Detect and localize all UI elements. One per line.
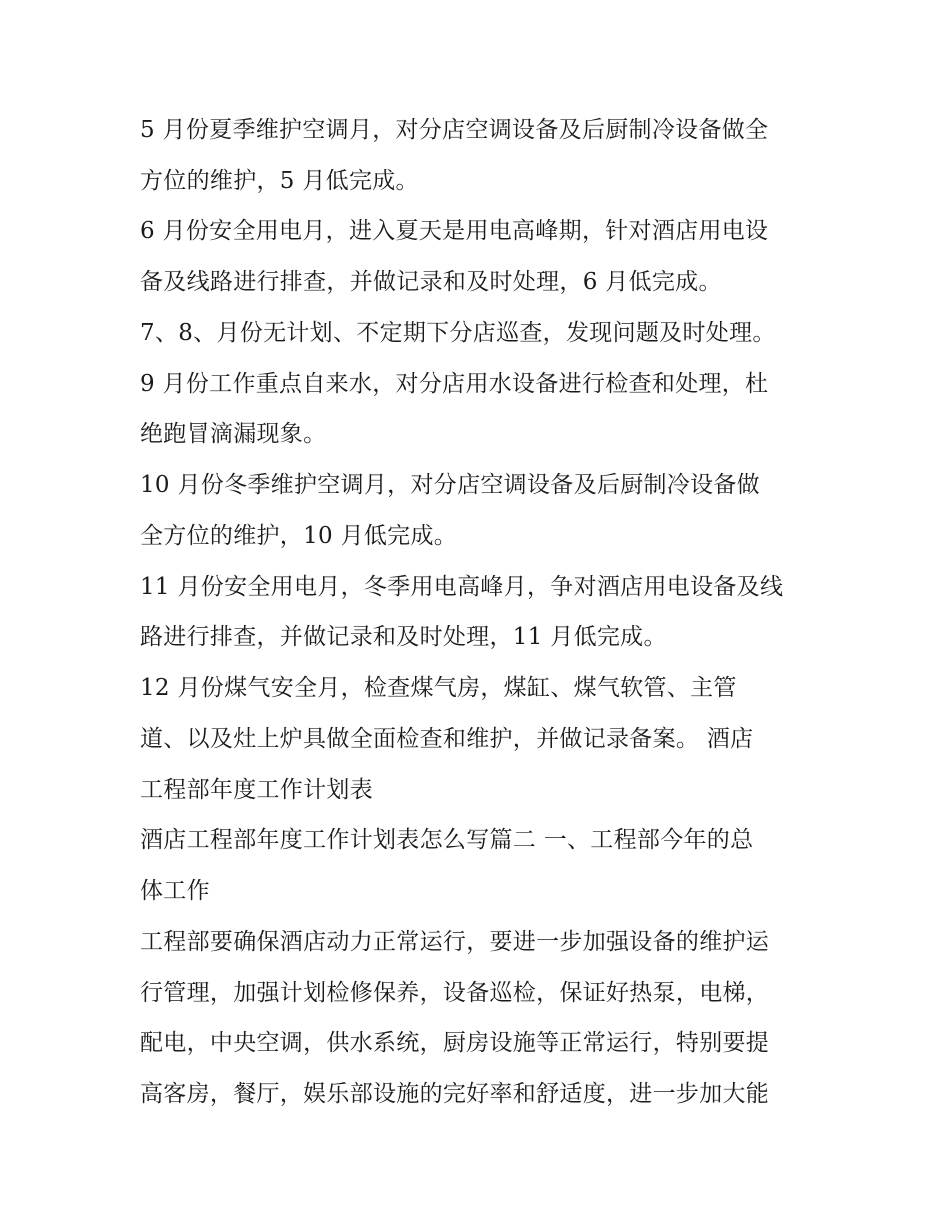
text-line: 配电，中央空调，供水系统，厨房设施等正常运行，特别要提	[140, 1030, 770, 1056]
text-line: 5 月份夏季维护空调月，对分店空调设备及后厨制冷设备做全	[140, 117, 769, 143]
text-line: 备及线路进行排查，并做记录和及时处理，6 月低完成。	[140, 269, 722, 295]
text-line: 12 月份煤气安全月，检查煤气房，煤缸、煤气软管、主管	[140, 675, 737, 701]
text-line: 6 月份安全用电月，进入夏天是用电高峰期，针对酒店用电设	[140, 218, 769, 244]
text-line: 工程部年度工作计划表	[140, 777, 373, 803]
text-line: 路进行排查，并做记录和及时处理，11 月低完成。	[140, 624, 667, 650]
text-line: 酒店工程部年度工作计划表怎么写篇二 一、工程部今年的总	[140, 827, 754, 853]
text-line: 行管理，加强计划检修保养，设备巡检，保证好热泵，电梯，	[140, 980, 770, 1006]
text-line: 9 月份工作重点自来水，对分店用水设备进行检查和处理，杜	[140, 371, 769, 397]
text-line: 体工作	[140, 878, 210, 904]
text-line: 工程部要确保酒店动力正常运行，要进一步加强设备的维护运	[140, 929, 770, 955]
text-line: 7、8、月份无计划、不定期下分店巡查，发现问题及时处理。	[140, 320, 776, 346]
text-line: 全方位的维护，10 月低完成。	[140, 523, 458, 549]
text-line: 高客房，餐厅，娱乐部设施的完好率和舒适度，进一步加大能	[140, 1081, 770, 1107]
text-line: 11 月份安全用电月，冬季用电高峰月，争对酒店用电设备及线	[140, 574, 784, 600]
text-line: 10 月份冬季维护空调月，对分店空调设备及后厨制冷设备做	[140, 472, 760, 498]
text-line: 道、以及灶上炉具做全面检查和维护，并做记录备案。 酒店	[140, 726, 754, 752]
text-line: 绝跑冒滴漏现象。	[140, 421, 327, 447]
text-line: 方位的维护，5 月低完成。	[140, 168, 419, 194]
